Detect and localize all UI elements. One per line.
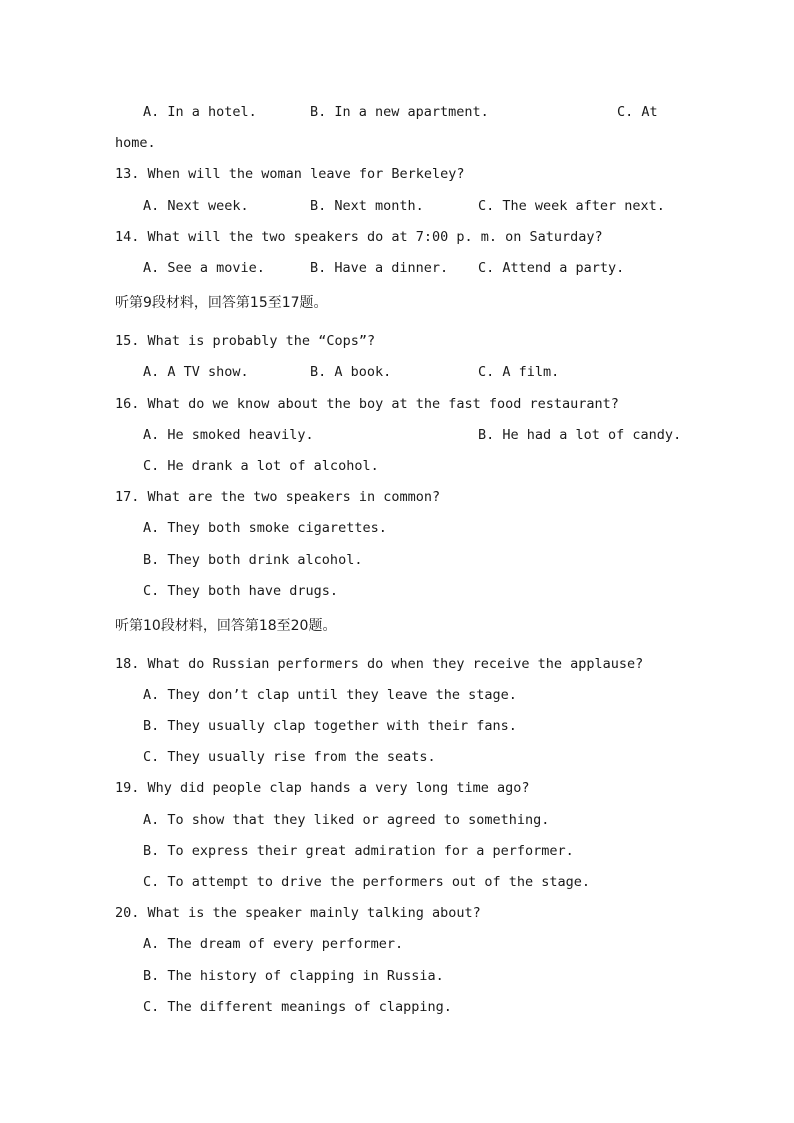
section-10-instruction: 听第10段材料，回答第18至20题。 <box>115 618 337 634</box>
q20-question: 20. What is the speaker mainly talking about? <box>115 905 481 921</box>
q19-option-a: A. To show that they liked or agreed to something. <box>143 812 550 828</box>
q14-question: 14. What will the two speakers do at 7:00 p. m. on Saturday? <box>115 229 603 245</box>
q14-option-b: B. Have a dinner. <box>310 260 449 276</box>
q17-question: 17. What are the two speakers in common? <box>115 489 441 505</box>
q20-option-c: C. The different meanings of clapping. <box>143 999 452 1015</box>
q16-option-a: A. He smoked heavily. <box>143 427 314 443</box>
q15-option-a: A. A TV show. <box>143 364 249 380</box>
q19-question: 19. Why did people clap hands a very long time ago? <box>115 780 530 796</box>
section-9-instruction: 听第9段材料，回答第15至17题。 <box>115 295 328 311</box>
q12-option-b: B. In a new apartment. <box>310 104 489 120</box>
q16-question: 16. What do we know about the boy at the fast food restaurant? <box>115 396 619 412</box>
q12-option-c-continued: home. <box>115 135 156 151</box>
q16-option-b: B. He had a lot of candy. <box>478 427 682 443</box>
q13-option-c: C. The week after next. <box>478 198 665 214</box>
q19-option-c: C. To attempt to drive the performers out of the stage. <box>143 874 591 890</box>
q15-option-c: C. A film. <box>478 364 560 380</box>
q14-option-a: A. See a movie. <box>143 260 265 276</box>
q18-question: 18. What do Russian performers do when they receive the applause? <box>115 656 644 672</box>
q15-question: 15. What is probably the “Cops”? <box>115 333 376 349</box>
q17-option-c: C. They both have drugs. <box>143 583 339 599</box>
q12-option-a: A. In a hotel. <box>143 104 257 120</box>
q17-option-a: A. They both smoke cigarettes. <box>143 520 387 536</box>
q17-option-b: B. They both drink alcohol. <box>143 552 363 568</box>
q16-option-c: C. He drank a lot of alcohol. <box>143 458 379 474</box>
q18-option-a: A. They don’t clap until they leave the stage. <box>143 687 517 703</box>
q19-option-b: B. To express their great admiration for a performer. <box>143 843 574 859</box>
q15-option-b: B. A book. <box>310 364 392 380</box>
q20-option-b: B. The history of clapping in Russia. <box>143 968 444 984</box>
q13-question: 13. When will the woman leave for Berkeley? <box>115 166 465 182</box>
q13-option-a: A. Next week. <box>143 198 249 214</box>
q14-option-c: C. Attend a party. <box>478 260 625 276</box>
q12-option-c: C. At <box>617 104 658 120</box>
q18-option-c: C. They usually rise from the seats. <box>143 749 436 765</box>
q20-option-a: A. The dream of every performer. <box>143 936 404 952</box>
q13-option-b: B. Next month. <box>310 198 424 214</box>
q18-option-b: B. They usually clap together with their fans. <box>143 718 517 734</box>
